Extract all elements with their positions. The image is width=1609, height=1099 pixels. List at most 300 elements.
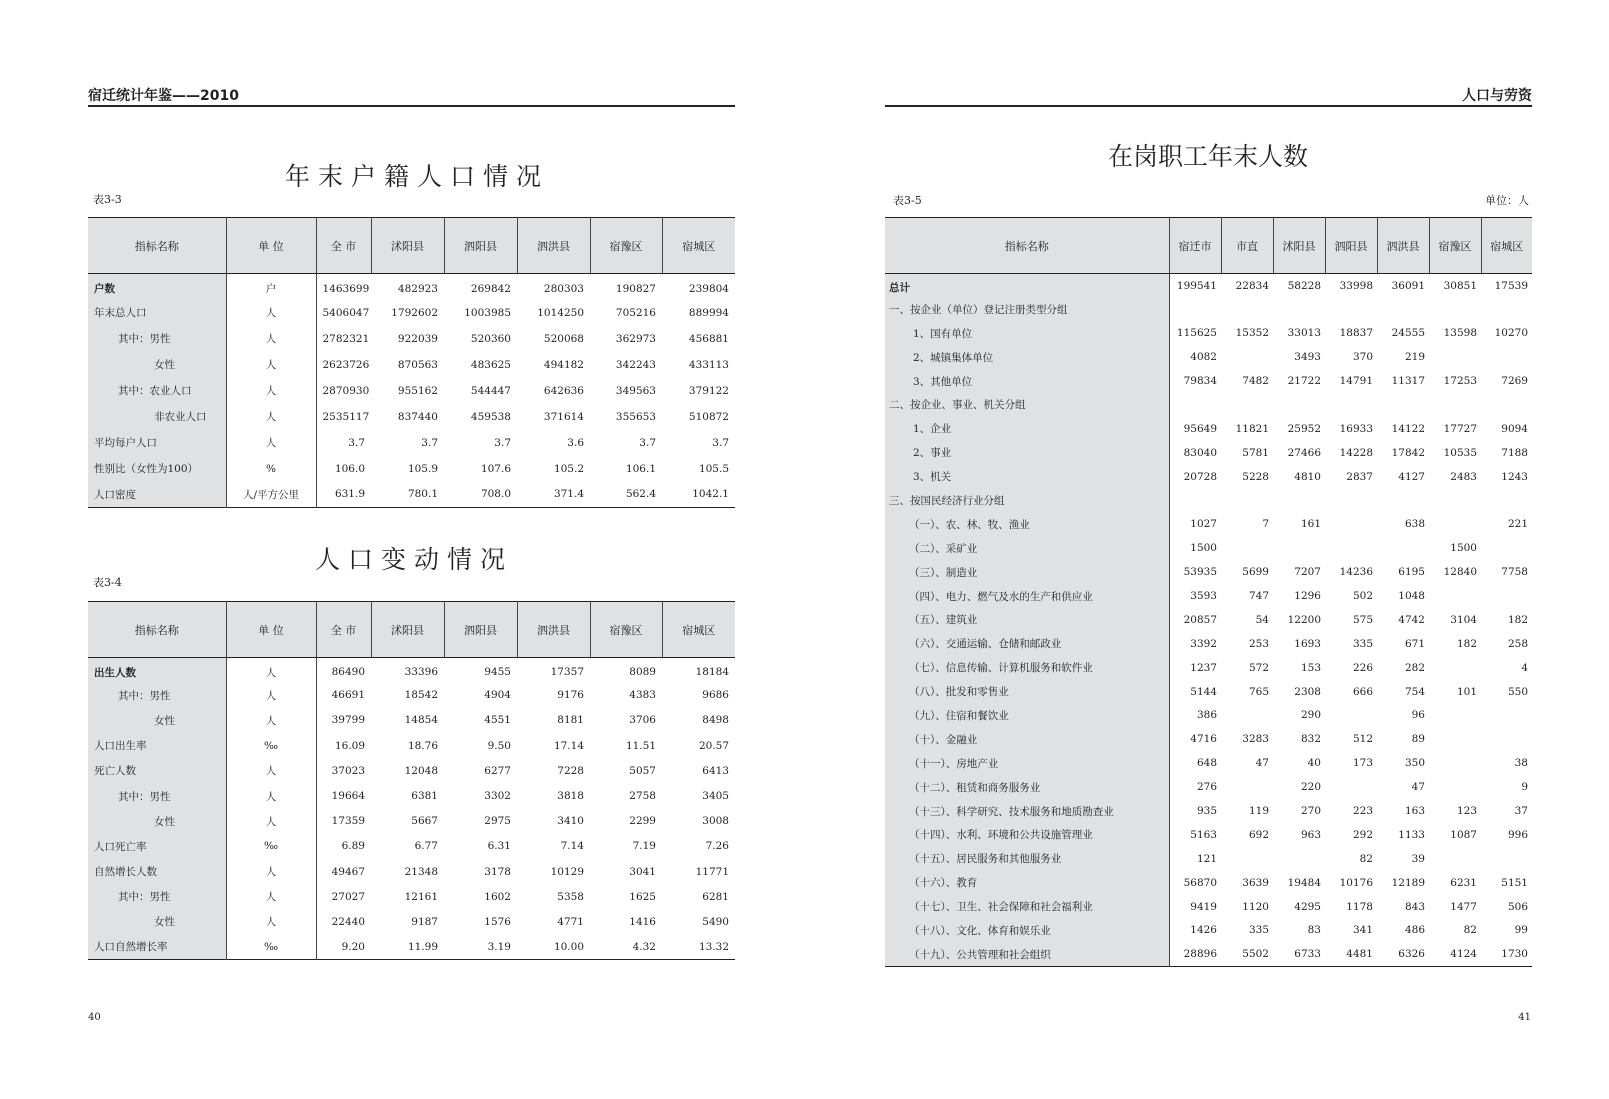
cell-value: 182 bbox=[1507, 613, 1528, 626]
row-label: （十五）、居民服务和其他服务业 bbox=[885, 847, 1169, 871]
population-change-table bbox=[88, 601, 735, 960]
cell-value: 17359 bbox=[331, 815, 365, 828]
cell-value: 1693 bbox=[1294, 637, 1321, 650]
cell-value bbox=[1325, 512, 1377, 536]
cell-value: 9176 bbox=[557, 689, 584, 702]
table-row bbox=[88, 456, 735, 482]
cell-value: 2870930 bbox=[322, 384, 370, 397]
cell-value: 121 bbox=[1196, 852, 1217, 865]
cell-value: 1014250 bbox=[537, 306, 584, 319]
cell-value: 14791 bbox=[1339, 375, 1373, 387]
cell-value: 12840 bbox=[1443, 566, 1477, 579]
cell-value: 671 bbox=[1404, 637, 1425, 650]
table-3-5-title: 在岗职工年末人数 bbox=[1108, 142, 1309, 171]
cell-value bbox=[1325, 393, 1377, 417]
cell-value: 20.57 bbox=[698, 739, 729, 752]
column-header: 沭阳县 bbox=[371, 602, 444, 658]
table-3-4-title: 人口变动情况 bbox=[315, 545, 514, 574]
cell-value: 39 bbox=[1411, 852, 1425, 865]
cell-value bbox=[1481, 704, 1532, 728]
cell-value: 4742 bbox=[1398, 613, 1425, 626]
cell-value bbox=[1221, 775, 1273, 799]
row-label: 3、机关 bbox=[885, 465, 1169, 489]
row-label: 1、企业 bbox=[885, 417, 1169, 441]
table-row bbox=[885, 847, 1532, 871]
row-label: 女性 bbox=[88, 809, 226, 834]
table-row bbox=[885, 704, 1532, 728]
cell-value bbox=[1169, 489, 1221, 513]
cell-value: 53935 bbox=[1183, 566, 1217, 579]
table-3-5-label: 表3-5 bbox=[893, 194, 922, 207]
cell-value: 226 bbox=[1352, 661, 1373, 674]
row-unit: ‰ bbox=[226, 935, 316, 960]
cell-value: 7.19 bbox=[632, 840, 656, 853]
cell-value bbox=[1273, 536, 1325, 560]
cell-value: 708.0 bbox=[480, 488, 511, 501]
row-label: （七）、信息传输、计算机服务和软件业 bbox=[885, 656, 1169, 680]
cell-value: 9.50 bbox=[487, 739, 511, 752]
cell-value: 631.9 bbox=[334, 488, 365, 501]
column-header: 宿豫区 bbox=[590, 602, 662, 658]
row-label: （十九）、公共管理和社会组织 bbox=[885, 942, 1169, 966]
cell-value: 17357 bbox=[550, 666, 584, 679]
table-row bbox=[88, 658, 735, 683]
cell-value: 153 bbox=[1300, 661, 1321, 674]
cell-value: 28896 bbox=[1183, 948, 1217, 961]
cell-value: 370 bbox=[1352, 351, 1373, 364]
cell-value: 19664 bbox=[331, 790, 365, 803]
cell-value: 692 bbox=[1248, 828, 1269, 841]
row-unit: 人 bbox=[226, 326, 316, 352]
cell-value: 963 bbox=[1300, 828, 1321, 841]
cell-value: 16933 bbox=[1339, 422, 1373, 435]
left-running-header: 宿迁统计年鉴——2010 bbox=[88, 88, 239, 104]
cell-value: 4 bbox=[1521, 661, 1528, 674]
cell-value: 219 bbox=[1404, 351, 1425, 364]
table-row bbox=[885, 680, 1532, 704]
table-row bbox=[885, 799, 1532, 823]
cell-value: 56870 bbox=[1183, 876, 1217, 889]
cell-value: 253 bbox=[1248, 637, 1269, 650]
table-row bbox=[885, 369, 1532, 393]
cell-value: 6733 bbox=[1294, 948, 1321, 961]
table-row bbox=[885, 608, 1532, 632]
cell-value: 173 bbox=[1352, 757, 1373, 770]
row-label: 出生人数 bbox=[88, 658, 226, 683]
cell-value: 13.32 bbox=[698, 940, 729, 953]
cell-value: 8181 bbox=[557, 714, 584, 727]
row-label: 性别比（女性为100） bbox=[88, 456, 226, 482]
row-label: （九）、住宿和餐饮业 bbox=[885, 704, 1169, 728]
cell-value: 276 bbox=[1196, 781, 1217, 794]
cell-value: 1500 bbox=[1450, 542, 1477, 555]
cell-value: 5057 bbox=[629, 764, 656, 777]
cell-value: 386 bbox=[1196, 709, 1217, 722]
cell-value: 163 bbox=[1404, 805, 1425, 818]
cell-value: 638 bbox=[1404, 518, 1425, 531]
table-row bbox=[885, 751, 1532, 775]
cell-value: 8089 bbox=[629, 666, 656, 679]
cell-value: 11771 bbox=[695, 865, 729, 878]
row-unit: 人 bbox=[226, 859, 316, 884]
row-unit: ‰ bbox=[226, 834, 316, 859]
row-label: 年末总人口 bbox=[88, 300, 226, 326]
column-header: 指标名称 bbox=[88, 218, 226, 274]
cell-value: 282 bbox=[1404, 661, 1425, 674]
cell-value: 89 bbox=[1411, 733, 1425, 746]
row-label: （十）、金融业 bbox=[885, 727, 1169, 751]
cell-value: 11.51 bbox=[625, 739, 656, 752]
cell-value: 371614 bbox=[543, 410, 584, 423]
cell-value: 10535 bbox=[1443, 446, 1477, 459]
table-row bbox=[885, 393, 1532, 417]
cell-value: 33998 bbox=[1339, 279, 1373, 292]
cell-value: 996 bbox=[1507, 828, 1528, 841]
row-unit: 户 bbox=[226, 274, 316, 300]
row-label: （六）、交通运输、仓储和邮政业 bbox=[885, 632, 1169, 656]
cell-value: 10270 bbox=[1494, 327, 1528, 340]
row-label: 二、按企业、事业、机关分组 bbox=[885, 393, 1169, 417]
row-label: （十八）、文化、体育和娱乐业 bbox=[885, 919, 1169, 943]
row-label: 平均每户人口 bbox=[88, 430, 226, 456]
cell-value: 483625 bbox=[470, 358, 511, 371]
row-label: （十二）、租赁和商务服务业 bbox=[885, 775, 1169, 799]
cell-value: 270 bbox=[1300, 805, 1321, 818]
table-row bbox=[885, 274, 1532, 298]
table-row bbox=[88, 909, 735, 934]
cell-value: 3405 bbox=[702, 790, 729, 803]
cell-value: 14122 bbox=[1391, 422, 1425, 435]
cell-value: 27466 bbox=[1287, 446, 1321, 459]
cell-value: 371.4 bbox=[553, 488, 584, 501]
table-row bbox=[885, 919, 1532, 943]
table-row bbox=[88, 300, 735, 326]
cell-value: 10129 bbox=[550, 865, 584, 878]
right-running-header: 人口与劳资 bbox=[1462, 88, 1532, 104]
cell-value: 258 bbox=[1507, 637, 1528, 650]
cell-value: 20728 bbox=[1183, 470, 1217, 483]
cell-value: 7207 bbox=[1294, 566, 1321, 579]
column-header: 全 市 bbox=[316, 218, 371, 274]
row-label: 其中：男性 bbox=[88, 326, 226, 352]
cell-value: 765 bbox=[1248, 685, 1269, 698]
cell-value: 350 bbox=[1404, 757, 1425, 770]
cell-value bbox=[1273, 489, 1325, 513]
cell-value: 280303 bbox=[543, 282, 584, 295]
cell-value: 2837 bbox=[1346, 470, 1373, 483]
cell-value: 13598 bbox=[1443, 327, 1477, 340]
cell-value: 12048 bbox=[404, 764, 438, 777]
cell-value: 6381 bbox=[411, 790, 438, 803]
cell-value: 379122 bbox=[688, 384, 729, 397]
table-row bbox=[88, 482, 735, 508]
column-header: 单 位 bbox=[226, 602, 316, 658]
row-label: 三、按国民经济行业分组 bbox=[885, 489, 1169, 513]
row-unit: 人 bbox=[226, 758, 316, 783]
cell-value: 1120 bbox=[1242, 900, 1269, 913]
cell-value: 18542 bbox=[404, 689, 438, 702]
cell-value bbox=[1377, 489, 1429, 513]
cell-value: 11317 bbox=[1391, 375, 1425, 387]
cell-value: 9455 bbox=[484, 666, 511, 679]
cell-value: 27027 bbox=[331, 890, 365, 903]
column-header: 泗洪县 bbox=[1377, 218, 1429, 274]
cell-value: 3818 bbox=[557, 790, 584, 803]
column-header: 宿城区 bbox=[1481, 218, 1532, 274]
cell-value: 47 bbox=[1255, 757, 1269, 770]
row-unit: 人 bbox=[226, 658, 316, 683]
column-header: 指标名称 bbox=[885, 218, 1169, 274]
row-label: 人口出生率 bbox=[88, 733, 226, 758]
cell-value bbox=[1481, 489, 1532, 513]
table-row bbox=[885, 512, 1532, 536]
cell-value: 7.26 bbox=[705, 840, 729, 853]
cell-value: 550 bbox=[1507, 685, 1528, 698]
column-header: 宿迁市 bbox=[1169, 218, 1221, 274]
cell-value: 20857 bbox=[1183, 613, 1217, 626]
cell-value: 105.2 bbox=[553, 462, 584, 475]
cell-value: 335 bbox=[1352, 637, 1373, 650]
row-label: 女性 bbox=[88, 909, 226, 934]
cell-value: 33013 bbox=[1287, 327, 1321, 340]
table-row bbox=[88, 935, 735, 960]
cell-value: 666 bbox=[1352, 685, 1373, 698]
cell-value: 705216 bbox=[615, 306, 656, 319]
cell-value: 9187 bbox=[411, 915, 438, 928]
table-row bbox=[885, 560, 1532, 584]
column-header: 沭阳县 bbox=[1273, 218, 1325, 274]
table-row bbox=[885, 871, 1532, 895]
cell-value: 38 bbox=[1514, 757, 1528, 770]
table-row bbox=[885, 584, 1532, 608]
cell-value: 889994 bbox=[688, 306, 729, 319]
cell-value: 47 bbox=[1411, 781, 1425, 794]
cell-value: 123 bbox=[1456, 805, 1477, 818]
cell-value: 1048 bbox=[1398, 590, 1425, 603]
cell-value: 562.4 bbox=[625, 488, 656, 501]
cell-value: 349563 bbox=[615, 384, 656, 397]
column-header: 宿豫区 bbox=[1429, 218, 1481, 274]
cell-value bbox=[1169, 393, 1221, 417]
row-label: （十四）、水利、环境和公共设施管理业 bbox=[885, 823, 1169, 847]
cell-value: 1027 bbox=[1190, 518, 1217, 531]
table-row bbox=[885, 321, 1532, 345]
cell-value: 780.1 bbox=[407, 488, 438, 501]
table-row bbox=[88, 404, 735, 430]
cell-value: 456881 bbox=[688, 332, 729, 345]
row-unit: 人 bbox=[226, 809, 316, 834]
cell-value bbox=[1325, 489, 1377, 513]
table-row bbox=[88, 859, 735, 884]
left-header-rule bbox=[88, 105, 735, 107]
cell-value: 5667 bbox=[411, 815, 438, 828]
cell-value: 19484 bbox=[1287, 876, 1321, 889]
table-row bbox=[88, 274, 735, 300]
cell-value: 2483 bbox=[1450, 470, 1477, 483]
cell-value: 2975 bbox=[484, 815, 511, 828]
table-3-3-title: 年末户籍人口情况 bbox=[285, 162, 550, 191]
cell-value: 161 bbox=[1300, 518, 1321, 531]
cell-value: 12161 bbox=[404, 890, 438, 903]
table-row bbox=[88, 352, 735, 378]
cell-value: 17727 bbox=[1443, 422, 1477, 435]
cell-value bbox=[1325, 536, 1377, 560]
cell-value: 3493 bbox=[1294, 351, 1321, 364]
cell-value: 14236 bbox=[1339, 566, 1373, 579]
cell-value: 5151 bbox=[1501, 876, 1528, 889]
cell-value: 362973 bbox=[615, 332, 656, 345]
cell-value: 3.19 bbox=[487, 940, 511, 953]
cell-value: 4551 bbox=[484, 714, 511, 727]
cell-value: 1500 bbox=[1190, 542, 1217, 555]
cell-value: 17842 bbox=[1391, 446, 1425, 459]
cell-value: 6281 bbox=[702, 890, 729, 903]
table-row bbox=[885, 417, 1532, 441]
column-header: 泗洪县 bbox=[517, 218, 590, 274]
cell-value bbox=[1481, 393, 1532, 417]
table-row bbox=[88, 758, 735, 783]
cell-value: 1625 bbox=[629, 890, 656, 903]
cell-value bbox=[1481, 584, 1532, 608]
cell-value bbox=[1221, 847, 1273, 871]
cell-value bbox=[1429, 727, 1481, 751]
cell-value: 2758 bbox=[629, 790, 656, 803]
cell-value bbox=[1481, 536, 1532, 560]
cell-value: 7228 bbox=[557, 764, 584, 777]
cell-value: 335 bbox=[1248, 924, 1269, 937]
column-header: 单 位 bbox=[226, 218, 316, 274]
cell-value: 5502 bbox=[1242, 948, 1269, 961]
cell-value: 11.99 bbox=[407, 940, 438, 953]
cell-value: 3.7 bbox=[348, 436, 365, 449]
column-header: 全 市 bbox=[316, 602, 371, 658]
cell-value: 955162 bbox=[397, 384, 438, 397]
right-header-rule bbox=[885, 105, 1532, 107]
cell-value: 7188 bbox=[1501, 446, 1528, 459]
cell-value: 5406047 bbox=[322, 306, 370, 319]
unit-note: 单位：人 bbox=[1485, 194, 1529, 207]
row-unit: % bbox=[226, 456, 316, 482]
cell-value: 83 bbox=[1307, 924, 1321, 937]
cell-value: 46691 bbox=[331, 689, 365, 702]
row-label: 人口死亡率 bbox=[88, 834, 226, 859]
column-header: 泗阳县 bbox=[1325, 218, 1377, 274]
cell-value: 3639 bbox=[1242, 876, 1269, 889]
cell-value: 502 bbox=[1352, 590, 1373, 603]
table-row bbox=[885, 942, 1532, 966]
cell-value: 2308 bbox=[1294, 685, 1321, 698]
table-row bbox=[88, 733, 735, 758]
cell-value: 6231 bbox=[1450, 876, 1477, 889]
cell-value bbox=[1221, 393, 1273, 417]
cell-value: 1087 bbox=[1450, 828, 1477, 841]
employees-table bbox=[885, 217, 1532, 967]
row-label: 总计 bbox=[885, 274, 1169, 298]
cell-value: 4082 bbox=[1190, 351, 1217, 364]
cell-value bbox=[1429, 393, 1481, 417]
cell-value: 2782321 bbox=[322, 332, 370, 345]
cell-value: 1237 bbox=[1190, 661, 1217, 674]
row-label: （八）、批发和零售业 bbox=[885, 680, 1169, 704]
household-population-table bbox=[88, 217, 735, 508]
table-row bbox=[885, 345, 1532, 369]
cell-value: 575 bbox=[1352, 613, 1373, 626]
table-row bbox=[88, 834, 735, 859]
table-row bbox=[885, 632, 1532, 656]
cell-value: 99 bbox=[1514, 924, 1528, 937]
row-label: 其中：男性 bbox=[88, 783, 226, 808]
row-unit: 人 bbox=[226, 683, 316, 708]
cell-value: 49467 bbox=[331, 865, 365, 878]
cell-value: 10.00 bbox=[553, 940, 584, 953]
cell-value: 4.32 bbox=[632, 940, 656, 953]
column-header: 泗阳县 bbox=[444, 218, 517, 274]
row-label: （三）、制造业 bbox=[885, 560, 1169, 584]
cell-value: 220 bbox=[1300, 781, 1321, 794]
cell-value bbox=[1429, 584, 1481, 608]
cell-value bbox=[1273, 297, 1325, 321]
row-unit: ‰ bbox=[226, 733, 316, 758]
cell-value: 8498 bbox=[702, 714, 729, 727]
cell-value: 6277 bbox=[484, 764, 511, 777]
cell-value: 105.5 bbox=[698, 462, 729, 475]
cell-value: 433113 bbox=[688, 358, 729, 371]
cell-value: 18.76 bbox=[407, 739, 438, 752]
cell-value: 3178 bbox=[484, 865, 511, 878]
table-row bbox=[88, 884, 735, 909]
cell-value: 1133 bbox=[1398, 828, 1425, 841]
cell-value: 648 bbox=[1196, 757, 1217, 770]
cell-value: 1576 bbox=[484, 915, 511, 928]
cell-value: 107.6 bbox=[480, 462, 511, 475]
cell-value: 82 bbox=[1359, 852, 1373, 865]
cell-value: 2299 bbox=[629, 815, 656, 828]
cell-value: 3593 bbox=[1190, 590, 1217, 603]
table-row bbox=[885, 895, 1532, 919]
cell-value: 3.7 bbox=[494, 436, 511, 449]
table-row bbox=[885, 441, 1532, 465]
table-row bbox=[885, 465, 1532, 489]
cell-value: 494182 bbox=[543, 358, 584, 371]
table-row bbox=[885, 489, 1532, 513]
table-row bbox=[88, 809, 735, 834]
row-label: 其中：农业人口 bbox=[88, 378, 226, 404]
cell-value: 24555 bbox=[1391, 327, 1425, 340]
cell-value: 30851 bbox=[1443, 279, 1477, 292]
row-label: 女性 bbox=[88, 352, 226, 378]
table-row bbox=[885, 297, 1532, 321]
table-row bbox=[88, 683, 735, 708]
cell-value: 5163 bbox=[1190, 828, 1217, 841]
cell-value: 1416 bbox=[629, 915, 656, 928]
cell-value: 2623726 bbox=[322, 358, 370, 371]
row-unit: 人/平方公里 bbox=[226, 482, 316, 508]
right-page-number: 41 bbox=[1518, 1012, 1531, 1023]
column-header: 泗洪县 bbox=[517, 602, 590, 658]
table-row bbox=[88, 430, 735, 456]
table-3-3-label: 表3-3 bbox=[93, 193, 122, 206]
cell-value: 6195 bbox=[1398, 566, 1425, 579]
cell-value bbox=[1221, 536, 1273, 560]
cell-value: 4127 bbox=[1398, 470, 1425, 483]
cell-value: 17.14 bbox=[553, 739, 584, 752]
row-label: 2、城镇集体单位 bbox=[885, 345, 1169, 369]
cell-value: 9419 bbox=[1190, 900, 1217, 913]
cell-value: 33396 bbox=[404, 666, 438, 679]
cell-value: 101 bbox=[1456, 685, 1477, 698]
cell-value: 3.7 bbox=[421, 436, 438, 449]
row-label: 人口密度 bbox=[88, 482, 226, 508]
